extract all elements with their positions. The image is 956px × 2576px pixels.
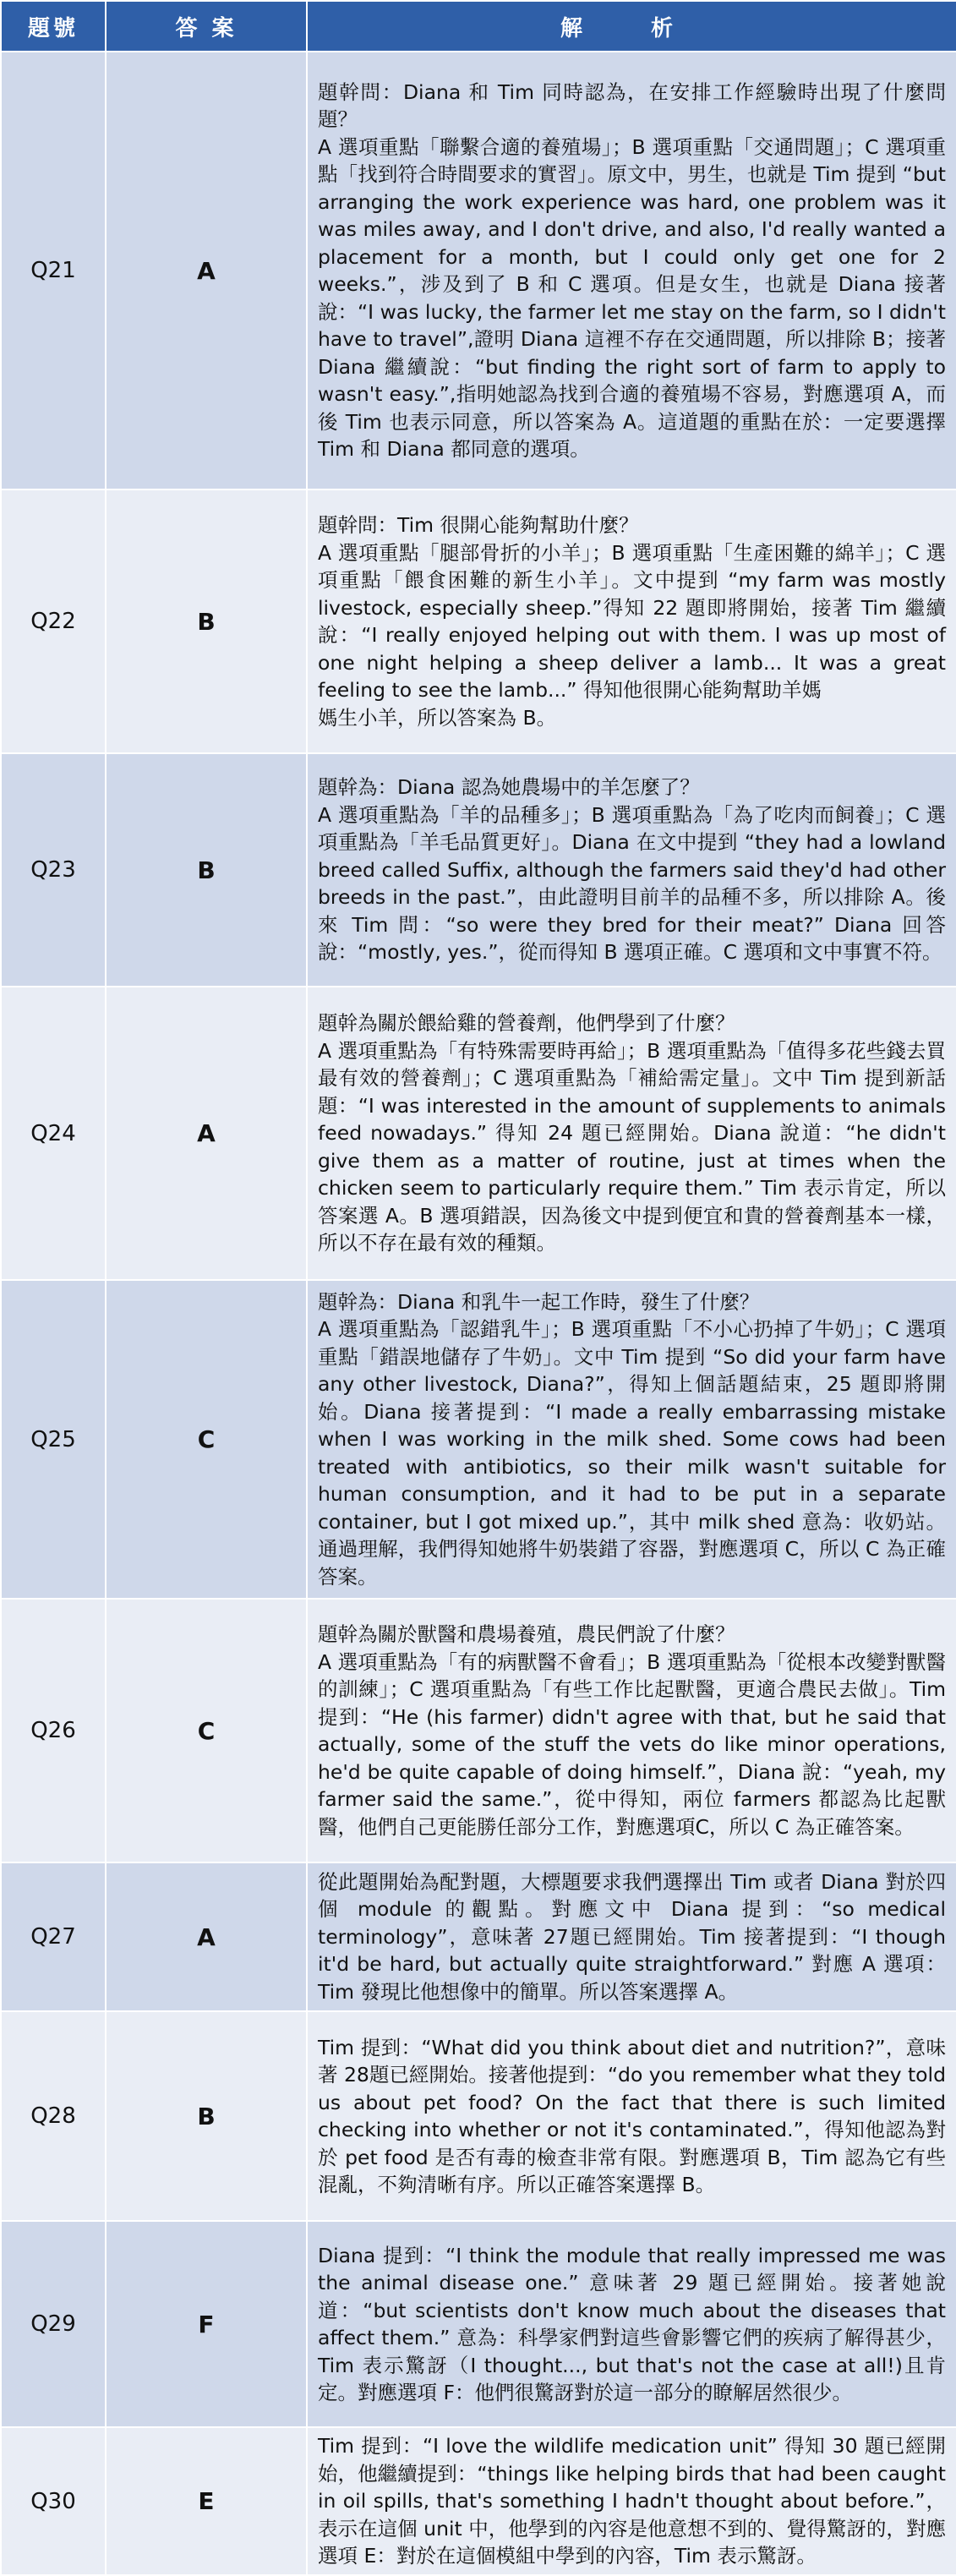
answer-letter: F (106, 2221, 307, 2427)
explanation-text: Tim 提到：“I love the wildlife medication unit” 得知 30 題已經開始，他繼續提到：“things like helping birds that had been caught in oil spills, that's something I hadn't thought about before.”，表示在這個 unit 中，他學到的內容是他意想不到的、覺得驚訝的，對應選項 E：對於在這個模組中學到的內容，Tim 表示驚訝。 (307, 2427, 956, 2575)
question-number: Q28 (1, 2011, 106, 2221)
table-row-q28 (1, 2011, 956, 2221)
table-row-q27 (1, 1862, 956, 2011)
table-row-q30 (1, 2427, 956, 2575)
header-explanation: 解 析 (307, 1, 956, 52)
header-answer: 答 案 (106, 1, 307, 52)
question-number: Q21 (1, 52, 106, 489)
question-number: Q24 (1, 987, 106, 1280)
table-row-q23 (1, 753, 956, 987)
question-number: Q23 (1, 753, 106, 987)
explanation-text: Tim 提到：“What did you think about diet and nutrition?”，意味著 28題已經開始。接著他提到：“do you remember what they told us about pet food? On the fact that there is such limited checking into whether or not it's contaminated.”，得知他認為對於 pet food 是否有毒的檢查非常有限。對應選項 B，Tim 認為它有些混亂，不夠清晰有序。所以正確答案選擇 B。 (307, 2011, 956, 2221)
explanation-text: Diana 提到：“I think the module that really impressed me was the animal disease one.” 意味著 29 題已經開始。接著她說道：“but scientists don't know much about the diseases that affect them.” 意為：科學家們對這些會影響它們的疾病了解得甚少，Tim 表示驚訝（I thought..., but that's not the case at all!)且肯定。對應選項 F：他們很驚訝對於這一部分的瞭解居然很少。 (307, 2221, 956, 2427)
answer-letter: B (106, 489, 307, 753)
explanation-text: 題幹為關於獸醫和農場養殖，農民們說了什麼？ A 選項重點為「有的病獸醫不會看」；B 選項重點為「從根本改變對獸醫的訓練」；C 選項重點為「有些工作比起獸醫，更適合農民去做」。Tim 提到：“He (his farmer) didn't agree with that, but he said that actually, some of the stuff the vets do like minor operations, he'd be quite capable of doing himself.”，Diana 說：“yeah, my farmer said the same.”，從中得知，兩位 farmers 都認為比起獸醫，他們自己更能勝任部分工作，對應選項C，所以 C 為正確答案。 (307, 1599, 956, 1862)
question-number: Q25 (1, 1280, 106, 1599)
answer-letter: E (106, 2427, 307, 2575)
table-row-q21 (1, 52, 956, 489)
table-row-q26 (1, 1599, 956, 1862)
answer-letter: A (106, 52, 307, 489)
question-number: Q27 (1, 1862, 106, 2011)
explanation-text: 題幹問：Diana 和 Tim 同時認為，在安排工作經驗時出現了什麼問題？ A 選項重點「聯繫合適的養殖場」；B 選項重點「交通問題」；C 選項重點「找到符合時間要求的實習」。原文中，男生，也就是 Tim 提到 “but arranging the work experience was hard, one problem was it was miles away, and I don't drive, and also, I'd really wanted a placement for a month, but I could only get one for 2 weeks.”，涉及到了 B 和 C 選項。但是女生，也就是 Diana 接著說：“I was lucky, the farmer let me stay on the farm, so I didn't have to travel”,證明 Diana 這裡不存在交通問題，所以排除 B；接著 Diana 繼續說：“but finding the right sort of farm to apply to wasn't easy.”,指明她認為找到合適的養殖場不容易，對應選項 A，而後 Tim 也表示同意，所以答案為 A。這道題的重點在於：一定要選擇 Tim 和 Diana 都同意的選項。 (307, 52, 956, 489)
answer-letter: B (106, 753, 307, 987)
explanation-text: 題幹為：Diana 和乳牛一起工作時，發生了什麼？ A 選項重點為「認錯乳牛」；B 選項重點「不小心扔掉了牛奶」；C 選項重點「錯誤地儲存了牛奶」。文中 Tim 提到 “So did your farm have any other livestock, Diana?”，得知上個話題結束，25 題即將開始。Diana 接著提到：“I made a really embarrassing mistake when I was working in the milk shed. Some cows had been treated with antibiotics, so their milk wasn't suitable for human consumption, and it had to be put in a separate container, but I got mixed up.”，其中 milk shed 意為：收奶站。通過理解，我們得知她將牛奶裝錯了容器，對應選項 C，所以 C 為正確答案。 (307, 1280, 956, 1599)
question-number: Q30 (1, 2427, 106, 2575)
table-row-q22 (1, 489, 956, 753)
table-row-q24 (1, 987, 956, 1280)
explanation-text: 題幹為：Diana 認為她農場中的羊怎麼了？ A 選項重點為「羊的品種多」；B 選項重點為「為了吃肉而飼養」；C 選項重點為「羊毛品質更好」。Diana 在文中提到 “they had a lowland breed called Suffix, although the farmers said they'd had other breeds in the past.”，由此證明目前羊的品種不多，所以排除 A。後來 Tim 問：“so were they bred for their meat?” Diana 回答說：“mostly, yes.”，從而得知 B 選項正確。C 選項和文中事實不符。 (307, 753, 956, 987)
table-row-q29 (1, 2221, 956, 2427)
question-number: Q22 (1, 489, 106, 753)
answer-letter: C (106, 1599, 307, 1862)
answer-letter: A (106, 1862, 307, 2011)
answer-letter: C (106, 1280, 307, 1599)
question-number: Q29 (1, 2221, 106, 2427)
explanation-text: 題幹問：Tim 很開心能夠幫助什麼？ A 選項重點「腿部骨折的小羊」；B 選項重點「生產困難的綿羊」；C 選項重點「餵食困難的新生小羊」。文中提到 “my farm was mostly livestock, especially sheep.”得知 22 題即將開始，接著 Tim 繼續說：“I really enjoyed helping out with them. I was up most of one night helping a sheep deliver a lamb... It was a great feeling to see the lamb...” 得知他很開心能夠幫助羊媽 媽生小羊，所以答案為 B。 (307, 489, 956, 753)
table-header-row (1, 1, 956, 52)
explanation-text: 從此題開始為配對題，大標題要求我們選擇出 Tim 或者 Diana 對於四個 module 的觀點。對應文中 Diana 提到：“so medical terminology”，意味著 27題已經開始。Tim 接著提到：“I though it'd be hard, but actually quite straightforward.” 對應 A 選項：Tim 發現比他想像中的簡單。所以答案選擇 A。 (307, 1862, 956, 2011)
explanation-text: 題幹為關於餵給雞的營養劑，他們學到了什麼？ A 選項重點為「有特殊需要時再給」；B 選項重點為「值得多花些錢去買最有效的營養劑」；C 選項重點為「補給需定量」。文中 Tim 提到新話題：“I was interested in the amount of supplements to animals feed nowadays.” 得知 24 題已經開始。Diana 說道：“he didn't give them as a matter of routine, just at times when the chicken seem to particularly require them.” Tim 表示肯定，所以答案選 A。B 選項錯誤，因為後文中提到便宜和貴的營養劑基本一樣，所以不存在最有效的種類。 (307, 987, 956, 1280)
answer-letter: A (106, 987, 307, 1280)
header-question-number: 題號 (1, 1, 106, 52)
table-row-q25 (1, 1280, 956, 1599)
answer-letter: B (106, 2011, 307, 2221)
question-number: Q26 (1, 1599, 106, 1862)
